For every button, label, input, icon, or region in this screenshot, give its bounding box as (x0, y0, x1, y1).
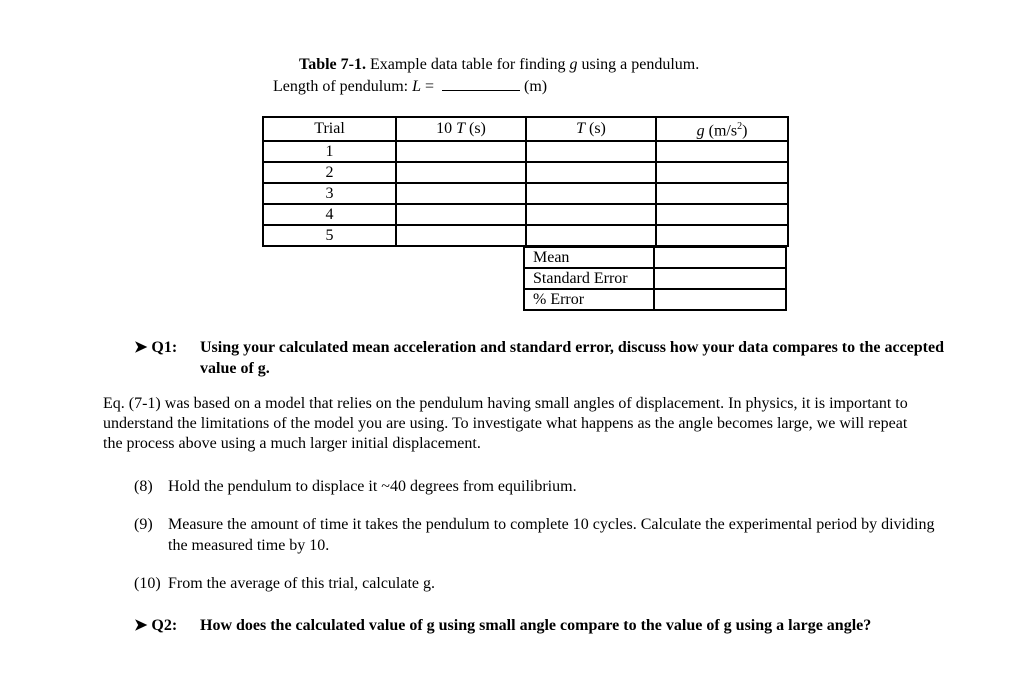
cell-g[interactable] (656, 141, 788, 162)
trial-number: 4 (263, 204, 396, 225)
step-text: From the average of this trial, calculate g. (168, 575, 436, 592)
question-q1 (134, 337, 954, 381)
cell-t[interactable] (526, 183, 656, 204)
cell-10t[interactable] (396, 141, 526, 162)
cell-t[interactable] (526, 204, 656, 225)
cell-t[interactable] (526, 141, 656, 162)
cell-10t[interactable] (396, 204, 526, 225)
stat-stderr-label: Standard Error (524, 268, 654, 289)
table-row (263, 141, 788, 162)
step-number: (10) (134, 575, 161, 592)
q2-marker: ➤ Q2: (134, 617, 178, 634)
stats-row (524, 247, 786, 268)
cell-g[interactable] (656, 225, 788, 246)
caption-var: g (569, 56, 578, 73)
pendulum-length-line (273, 76, 547, 97)
step-text: Measure the amount of time it takes the pendulum to complete 10 cycles. Calculate the experimental period by dividing the measured time by 10. (168, 516, 935, 554)
header-trial: Trial (263, 117, 396, 141)
table-row (263, 183, 788, 204)
stat-stderr-value[interactable] (654, 268, 786, 289)
length-var: L (412, 78, 421, 95)
step-text: Hold the pendulum to displace it ~40 degrees from equilibrium. (168, 478, 577, 495)
trial-number: 1 (263, 141, 396, 162)
stats-row (524, 268, 786, 289)
length-eq: = (421, 78, 439, 95)
header-g: g $(m/s^2)$ (656, 117, 788, 141)
q2-text: How does the calculated value of g using small angle compare to the value of g using a large angle? (200, 617, 872, 634)
table-row (263, 204, 788, 225)
table-caption (299, 55, 699, 75)
step-number: (8) (134, 478, 153, 495)
stat-pcterror-value[interactable] (654, 289, 786, 310)
stat-mean-value[interactable] (654, 247, 786, 268)
pendulum-data-table (262, 116, 789, 247)
step-10 (134, 573, 954, 595)
trial-number: 3 (263, 183, 396, 204)
header-10t: 10 T (s) (396, 117, 526, 141)
cell-g[interactable] (656, 204, 788, 225)
caption-text-end: using a pendulum. (577, 56, 700, 73)
stats-table (523, 246, 787, 311)
question-q2 (134, 615, 954, 659)
q1-marker: ➤ Q1: (134, 339, 178, 356)
length-unit: (m) (524, 78, 548, 95)
stats-row (524, 289, 786, 310)
step-9 (134, 514, 954, 558)
stat-pcterror-label: % Error (524, 289, 654, 310)
trial-number: 2 (263, 162, 396, 183)
table-row (263, 225, 788, 246)
table-header-row (263, 117, 788, 141)
header-t: T (s) (526, 117, 656, 141)
step-8 (134, 476, 954, 498)
cell-10t[interactable] (396, 225, 526, 246)
table-row (263, 162, 788, 183)
stat-mean-label: Mean (524, 247, 654, 268)
caption-text: Example data table for finding (365, 56, 570, 73)
step-number: (9) (134, 516, 153, 533)
cell-t[interactable] (526, 225, 656, 246)
cell-10t[interactable] (396, 183, 526, 204)
q1-text: Using your calculated mean acceleration and standard error, discuss how your data compares to the accepted value of g. (200, 339, 944, 377)
trial-number: 5 (263, 225, 396, 246)
intro-paragraph: Eq. (7-1) was based on a model that relies on the pendulum having small angles of displacement. In physics, it is important to understand the limitations of the model you are using. To investigate what happens as the angle becomes large, we will repeat the process above using a much larger initial displacement. (103, 395, 908, 452)
length-label: Length of pendulum: (273, 78, 413, 95)
cell-g[interactable] (656, 162, 788, 183)
cell-t[interactable] (526, 162, 656, 183)
cell-10t[interactable] (396, 162, 526, 183)
length-blank[interactable] (442, 76, 520, 91)
cell-g[interactable] (656, 183, 788, 204)
table-label: Table 7-1. (299, 56, 366, 73)
